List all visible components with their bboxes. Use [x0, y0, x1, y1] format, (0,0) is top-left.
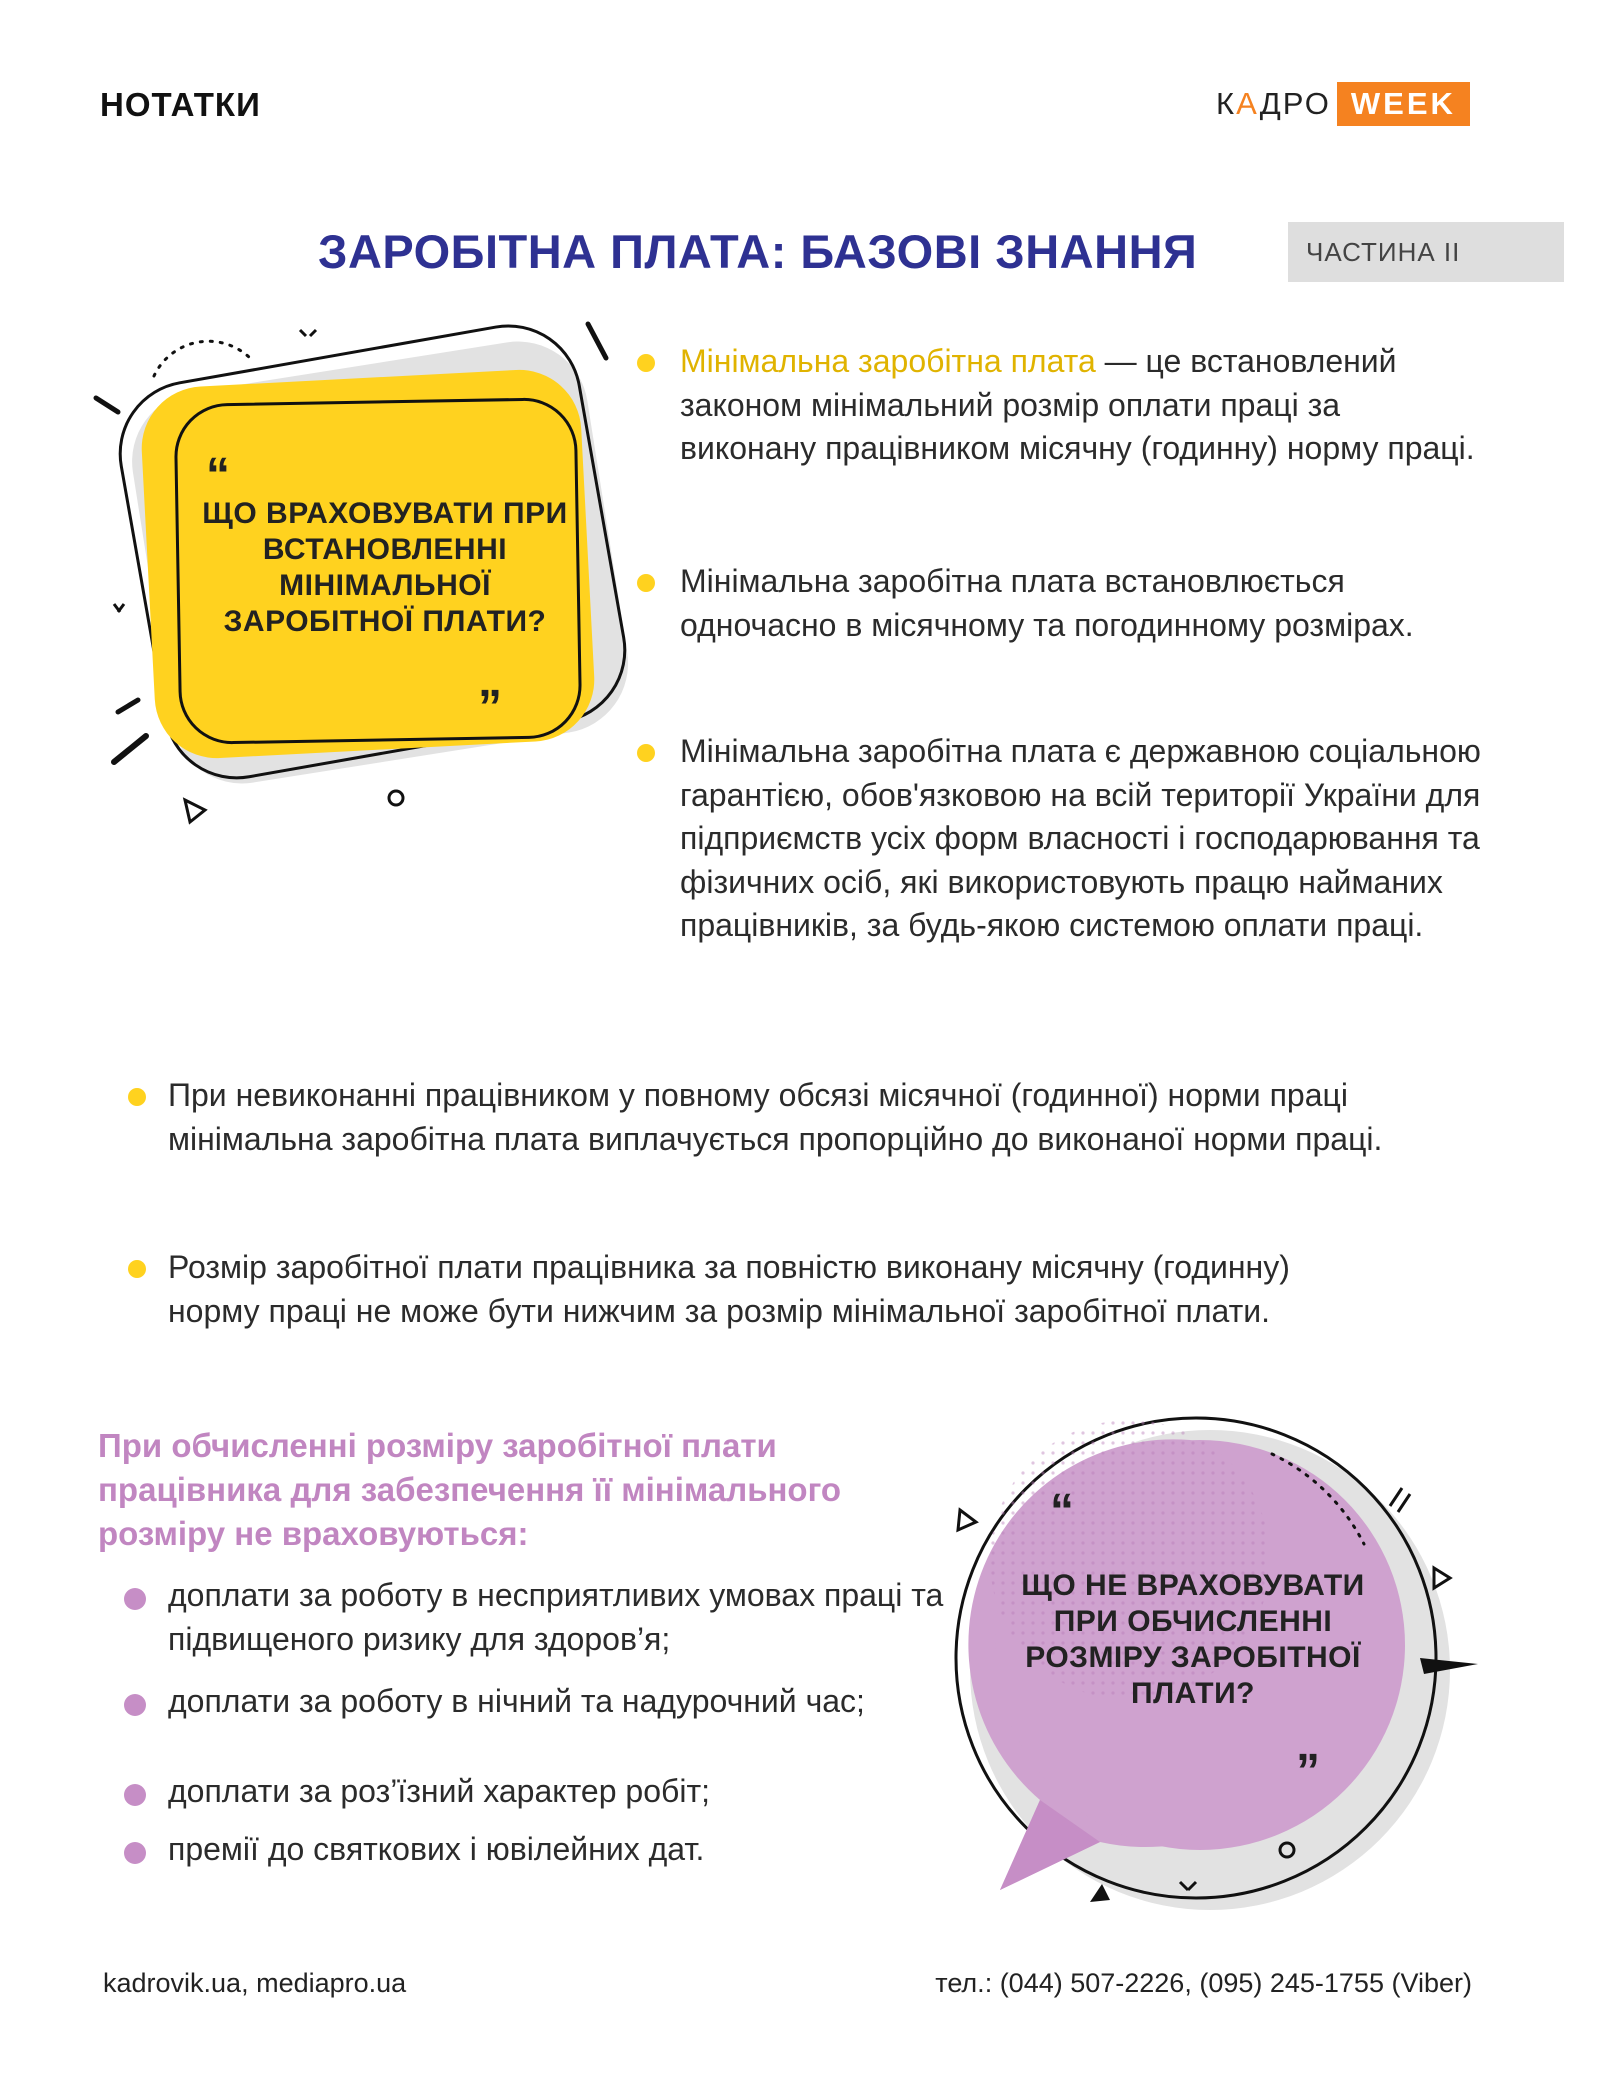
bullet-text: Розмір заробітної плати працівника за повністю виконану місячну (годинну) норму праці не може бути нижчим за розмір мінімальної заробітної плати. [168, 1249, 1290, 1329]
bullet-text: Мінімальна заробітна плата встановлюється одночасно в місячному та погодинному розмірах. [680, 563, 1414, 643]
bullet-item [680, 730, 1500, 948]
list-item-text: доплати за роботу в нічний та надурочний час; [168, 1683, 865, 1719]
list-dot [124, 1588, 146, 1610]
list-item-text: премії до святкових і ювілейних дат. [168, 1831, 705, 1867]
page-title: ЗАРОБІТНА ПЛАТА: БАЗОВІ ЗНАННЯ [318, 225, 1198, 278]
close-quote-icon: ” [478, 681, 502, 734]
exclusions-heading: При обчисленні розміру заробітної плати працівника для забезпечення її мінімального розміру не враховуються: [98, 1427, 842, 1552]
bullet-item [680, 560, 1480, 647]
bullet-dot [637, 354, 655, 372]
bullet-text [680, 340, 1480, 471]
bullet-text: При невиконанні працівником у повному обсязі місячної (годинної) норми праці мінімальна заробітна плата виплачується пропорційно до виконаної норми праці. [168, 1077, 1383, 1157]
list-item-text: доплати за роботу в несприятливих умовах праці та підвищеного ризику для здоров’я; [168, 1577, 944, 1657]
bullet-text: Мінімальна заробітна плата є державною соціальною гарантією, обов'язковою на всій території України для підприємств усіх форм власності і господарювання та фізичних осіб, які використовують працю найманих працівників, за будь-якою системою оплати праці. [680, 733, 1481, 943]
list-item [168, 1680, 968, 1724]
list-dot [124, 1842, 146, 1864]
bullet-dot [637, 574, 655, 592]
logo-week: WEEK [1337, 82, 1470, 126]
footer-phones: тел.: (044) 507-2226, (095) 245-1755 (Viber) [935, 1968, 1472, 1998]
bullet-dot [637, 744, 655, 762]
open-quote-icon: “ [1050, 1485, 1074, 1538]
list-item [168, 1770, 968, 1814]
bullet-dot [128, 1260, 146, 1278]
purple-callout-text: ЩО НЕ ВРАХОВУВАТИ ПРИ ОБЧИСЛЕННІ РОЗМІРУ ЗАРОБІТНОЇ ПЛАТИ? [1021, 1569, 1365, 1710]
logo-kadro-accent: А [1236, 86, 1260, 121]
open-quote-icon: “ [206, 449, 230, 502]
footer-websites: kadrovik.ua, mediapro.ua [103, 1968, 407, 1998]
close-quote-icon: ” [1296, 1745, 1320, 1798]
list-item [168, 1574, 968, 1661]
bullet-dot [128, 1088, 146, 1106]
list-item [168, 1828, 968, 1872]
yellow-callout-text: ЩО ВРАХОВУВАТИ ПРИ ВСТАНОВЛЕННІ МІНІМАЛЬНОЇ ЗАРОБІТНОЇ ПЛАТИ? [202, 497, 568, 638]
section-label: НОТАТКИ [100, 86, 261, 123]
bullet-highlight: Мінімальна заробітна плата [680, 343, 1096, 379]
part-badge: ЧАСТИНА II [1288, 222, 1564, 282]
logo-kadro [1216, 86, 1331, 122]
list-dot [124, 1784, 146, 1806]
bullet-item [680, 340, 1480, 471]
bullet-body: — це встановлений законом мінімальний розмір оплати праці за виконану працівником місячну (годинну) норму праці. [680, 343, 1475, 466]
kadroweek-logo [1216, 82, 1470, 126]
logo-kadro-suffix: ДРО [1259, 86, 1331, 121]
list-dot [124, 1694, 146, 1716]
list-item-text: доплати за роз’їзний характер робіт; [168, 1773, 710, 1809]
logo-kadro-prefix: К [1216, 86, 1237, 121]
bullet-item [168, 1074, 1418, 1161]
bullet-item [168, 1246, 1418, 1333]
